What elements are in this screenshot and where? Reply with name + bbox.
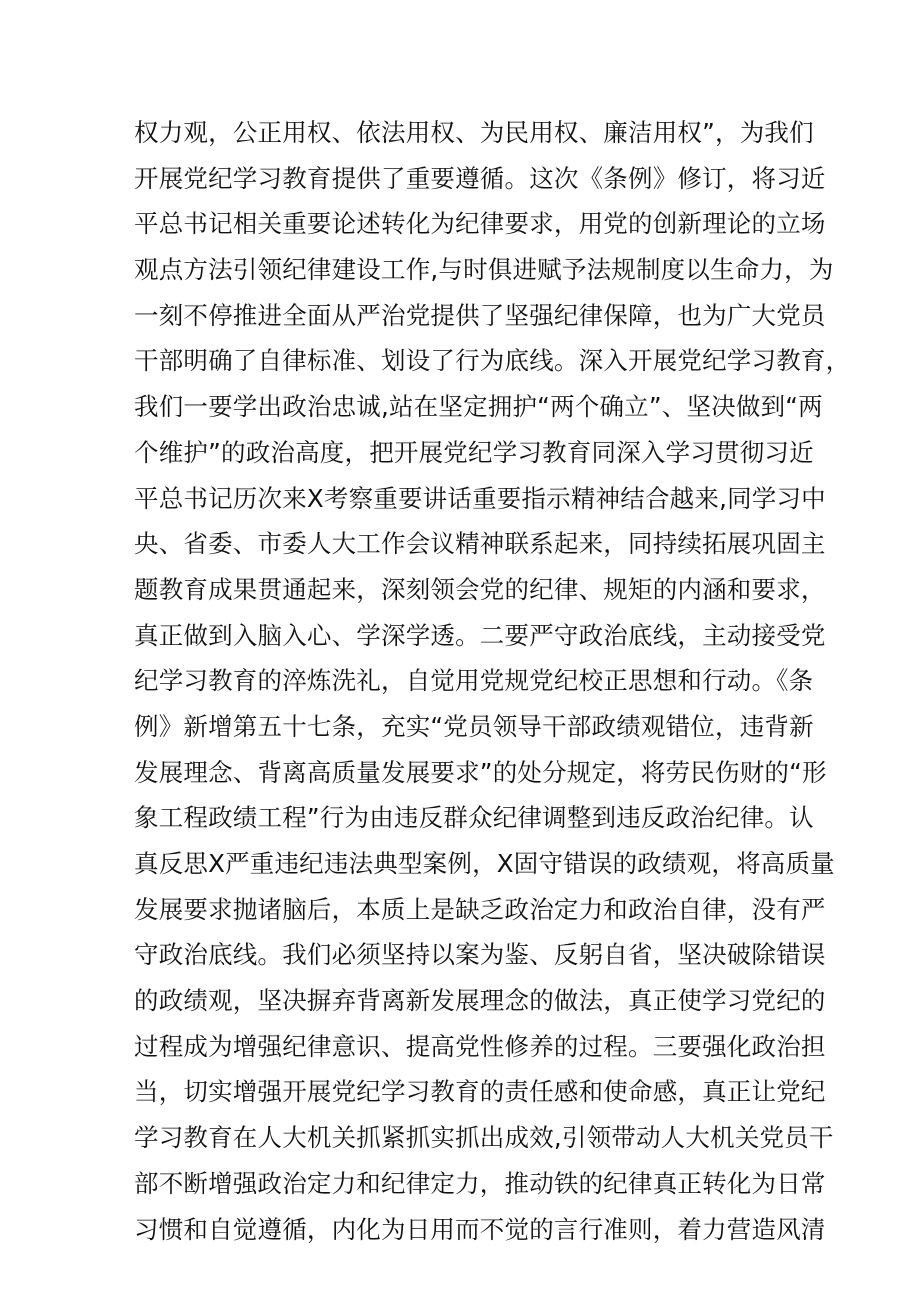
text-line: 干部明确了自律标准、划设了行为底线。深入开展党纪学习教育，: [134, 346, 851, 376]
text-line: 学习教育在人大机关抓紧抓实抓出成效,引领带动人大机关党员干: [134, 1123, 834, 1153]
text-line: 习惯和自觉遵循，内化为日用而不觉的言行准则，着力营造风清: [134, 1214, 826, 1244]
text-line: 一刻不停推进全面从严治党提供了坚强纪律保障，也为广大党员: [134, 300, 826, 330]
text-line: 个维护”的政治高度，把开展党纪学习教育同深入学习贯彻习近: [134, 437, 814, 467]
text-line: 我们一要学出政治忠诚,站在坚定拥护“两个确立”、坚决做到“两: [134, 392, 823, 422]
text-line: 观点方法引领纪律建设工作,与时俱进赋予法规制度以生命力，为: [134, 255, 834, 285]
text-line: 发展理念、背离高质量发展要求”的处分规定，将劳民伤财的“形: [134, 757, 827, 787]
text-line: 开展党纪学习教育提供了重要遵循。这次《条例》修订，将习近: [134, 163, 826, 193]
text-line: 当，切实增强开展党纪学习教育的责任感和使命感，真正让党纪: [134, 1077, 826, 1107]
text-line: 发展要求抛诸脑后，本质上是缺乏政治定力和政治自律，没有严: [134, 894, 826, 924]
text-line: 平总书记相关重要论述转化为纪律要求，用党的创新理论的立场: [134, 209, 826, 239]
text-line: 例》新增第五十七条，充实“党员领导干部政绩观错位，违背新: [134, 711, 814, 741]
text-line: 过程成为增强纪律意识、提高党性修养的过程。三要强化政治担: [134, 1031, 826, 1061]
text-line: 象工程政绩工程”行为由违反群众纪律调整到违反政治纪律。认: [134, 803, 814, 833]
text-line: 权力观，公正用权、依法用权、为民用权、廉洁用权”，为我们: [134, 118, 814, 147]
text-line: 真反思X严重违纪违法典型案例，X固守错误的政绩观，将高质量: [134, 849, 835, 878]
text-line: 真正做到入脑入心、学深学透。二要严守政治底线，主动接受党: [134, 620, 826, 650]
text-line: 守政治底线。我们必须坚持以案为鉴、反躬自省，坚决破除错误: [134, 940, 826, 970]
text-line: 的政绩观，坚决摒弃背离新发展理念的做法，真正使学习党纪的: [134, 986, 826, 1016]
text-line: 部不断增强政治定力和纪律定力，推动铁的纪律真正转化为日常: [134, 1168, 826, 1198]
body-text: [134, 110, 851, 1252]
text-line: 平总书记历次来X考察重要讲话重要指示精神结合越来,同学习中: [134, 483, 826, 513]
text-line: 题教育成果贯通起来，深刻领会党的纪律、规矩的内涵和要求，: [134, 574, 826, 604]
text-line: 纪学习教育的淬炼洗礼，自觉用党规党纪校正思想和行动。《条: [134, 666, 814, 696]
text-line: 央、省委、市委人大工作会议精神联系起来，同持续拓展巩固主: [134, 529, 826, 559]
